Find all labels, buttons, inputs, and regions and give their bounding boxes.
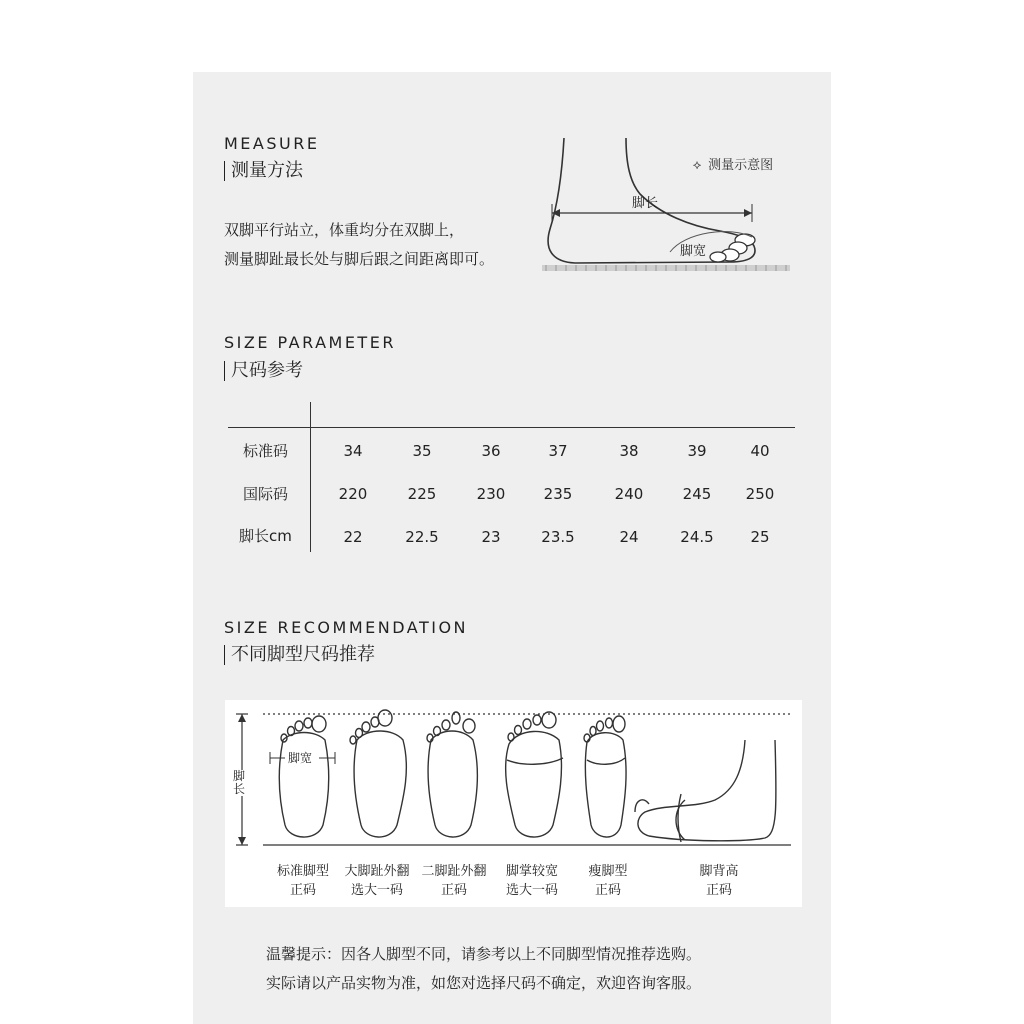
foot-length-label: 脚长	[233, 770, 249, 796]
table-cell: 40	[750, 442, 770, 460]
legend-label: 测量示意图	[708, 158, 774, 173]
length-axis-bottom-arrow	[238, 837, 246, 845]
table-cell: 23.5	[541, 528, 575, 546]
foot-type-name: 标准脚型	[276, 864, 329, 879]
foot-type-name: 二脚趾外翻	[421, 864, 487, 879]
foot-type-advice: 选大一码	[505, 883, 558, 898]
size-recommendation-title-cn: 不同脚型尺码推荐	[224, 645, 375, 665]
measure-title-cn: 测量方法	[224, 161, 303, 181]
table-cell: 230	[476, 485, 506, 503]
table-cell: 25	[750, 528, 770, 546]
length-arrow-right	[744, 209, 752, 217]
table-cell: 22	[343, 528, 363, 546]
table-cell: 36	[481, 442, 501, 460]
foot-type-advice: 正码	[705, 883, 732, 898]
tips-line-2: 实际请以产品实物为准，如您对选择尺码不确定，欢迎咨询客服。	[266, 974, 702, 992]
tips	[266, 940, 701, 998]
table-cell: 24	[619, 528, 639, 546]
foot-measure-illustration	[540, 134, 800, 279]
toes	[710, 234, 755, 262]
foot-type-advice: 正码	[594, 883, 621, 898]
table-cell: 24.5	[680, 528, 714, 546]
foot-type-name: 脚背高	[699, 864, 739, 879]
instruction-line-2: 测量脚趾最长处与脚后跟之间距离即可。	[224, 250, 495, 268]
table-cell: 220	[338, 485, 368, 503]
table-cell: 22.5	[405, 528, 439, 546]
tips-line-1: 温馨提示：因各人脚型不同，请参考以上不同脚型情况推荐选购。	[266, 945, 702, 963]
size-parameter-title-en: SIZE PARAMETER	[224, 333, 396, 352]
foot-wide	[506, 712, 563, 837]
foot-bunion	[350, 710, 406, 837]
table-cell: 245	[682, 485, 712, 503]
size-parameter-title-cn: 尺码参考	[224, 361, 303, 381]
width-label: 脚宽	[680, 244, 707, 259]
foot-type-advice: 选大一码	[350, 883, 403, 898]
foot-standard	[279, 716, 328, 837]
table-horizontal-rule	[228, 427, 795, 428]
foot-second-toe	[427, 712, 477, 837]
length-label: 脚长	[632, 196, 659, 211]
table-cell: 34	[343, 442, 363, 460]
instruction-line-1: 双脚平行站立，体重均分在双脚上，	[224, 221, 465, 239]
row-label-international: 国际码	[243, 485, 289, 503]
table-cell: 235	[543, 485, 573, 503]
table-cell: 39	[687, 442, 707, 460]
measure-instructions	[224, 216, 494, 274]
foot-type-advice: 正码	[440, 883, 467, 898]
foot-width-label: 脚宽	[288, 751, 313, 765]
foot-type-name: 瘦脚型	[588, 864, 628, 879]
foot-type-name: 大脚趾外翻	[344, 864, 410, 879]
table-cell: 35	[412, 442, 432, 460]
row-label-standard: 标准码	[243, 442, 289, 460]
table-vertical-rule	[310, 402, 311, 552]
measure-title-en: MEASURE	[224, 134, 320, 153]
foot-slim	[584, 716, 626, 837]
length-axis-top-arrow	[238, 714, 246, 722]
table-cell: 240	[614, 485, 644, 503]
diamond-plus-icon: ⟡	[692, 158, 702, 173]
foot-type-chart	[225, 700, 802, 907]
foot-high-instep	[635, 740, 776, 842]
table-cell: 250	[745, 485, 775, 503]
table-cell: 225	[407, 485, 437, 503]
foot-type-advice: 正码	[289, 883, 316, 898]
row-label-foot-length: 脚长cm	[239, 527, 292, 545]
table-cell: 23	[481, 528, 501, 546]
foot-type-name: 脚掌较宽	[505, 864, 558, 879]
size-recommendation-title-en: SIZE RECOMMENDATION	[224, 618, 469, 637]
table-cell: 38	[619, 442, 639, 460]
table-cell: 37	[548, 442, 568, 460]
